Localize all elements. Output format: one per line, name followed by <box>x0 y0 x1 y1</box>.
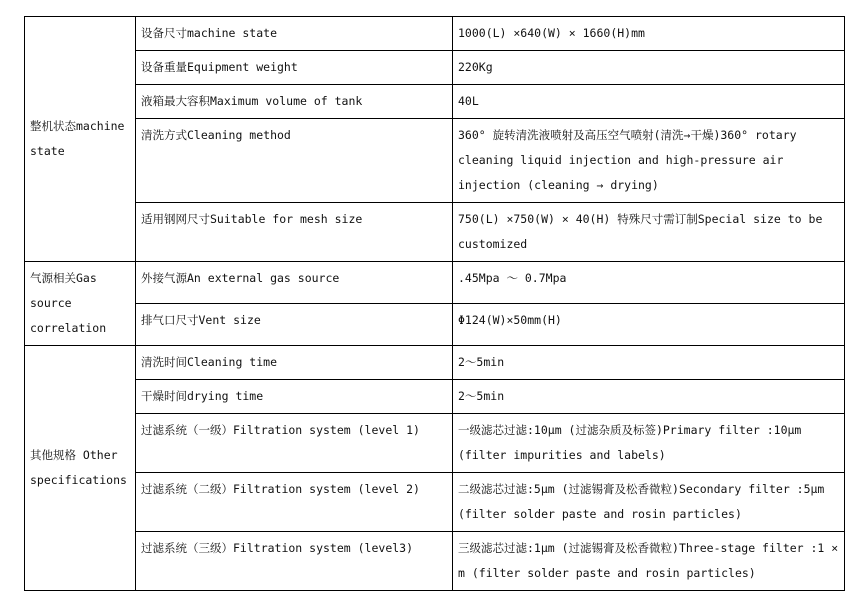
group-cell-other-specs: 其他规格 Other specifications <box>25 346 136 591</box>
spec-value: 40L <box>453 85 845 119</box>
spec-label: 液箱最大容积Maximum volume of tank <box>136 85 453 119</box>
table-row <box>25 17 845 51</box>
spec-value: 1000(L) ×640(W) × 1660(H)mm <box>453 17 845 51</box>
spec-value: 2～5min <box>453 380 845 414</box>
spec-label: 清洗时间Cleaning time <box>136 346 453 380</box>
spec-label: 干燥时间drying time <box>136 380 453 414</box>
spec-value: 750(L) ×750(W) × 40(H) 特殊尺寸需订制Special size to be customized <box>453 203 845 262</box>
group-cell-machine-state: 整机状态machine state <box>25 17 136 262</box>
table-row <box>25 119 845 203</box>
spec-value: 2～5min <box>453 346 845 380</box>
table-row <box>25 51 845 85</box>
spec-label: 排气口尺寸Vent size <box>136 304 453 346</box>
table-row <box>25 532 845 591</box>
spec-label: 设备重量Equipment weight <box>136 51 453 85</box>
spec-value: 220Kg <box>453 51 845 85</box>
spec-value: .45Mpa ～ 0.7Mpa <box>453 262 845 304</box>
spec-label: 过滤系统（三级）Filtration system (level3) <box>136 532 453 591</box>
spec-value: 三级滤芯过滤:1μm (过滤锡膏及松香微粒)Three-stage filter :1 × m (filter solder paste and rosin particles) <box>453 532 845 591</box>
table-row <box>25 346 845 380</box>
spec-label: 清洗方式Cleaning method <box>136 119 453 203</box>
spec-value: 一级滤芯过滤:10μm (过滤杂质及标签)Primary filter :10μm (filter impurities and labels) <box>453 414 845 473</box>
table-row <box>25 414 845 473</box>
spec-label: 过滤系统（二级）Filtration system (level 2) <box>136 473 453 532</box>
spec-label: 设备尺寸machine state <box>136 17 453 51</box>
table-row <box>25 262 845 304</box>
table-row <box>25 304 845 346</box>
spec-label: 适用钢网尺寸Suitable for mesh size <box>136 203 453 262</box>
table-row <box>25 473 845 532</box>
table-row <box>25 85 845 119</box>
spec-value: 360° 旋转清洗液喷射及高压空气喷射(清洗→干燥)360° rotary cleaning liquid injection and high-pressure air injection (cleaning → drying) <box>453 119 845 203</box>
table-row <box>25 203 845 262</box>
spec-label: 过滤系统（一级）Filtration system (level 1) <box>136 414 453 473</box>
spec-value: Φ124(W)×50mm(H) <box>453 304 845 346</box>
spec-value: 二级滤芯过滤:5μm (过滤锡膏及松香微粒)Secondary filter :5μm (filter solder paste and rosin particles) <box>453 473 845 532</box>
spec-table <box>24 16 845 591</box>
spec-label: 外接气源An external gas source <box>136 262 453 304</box>
table-row <box>25 380 845 414</box>
group-cell-gas-source: 气源相关Gas source correlation <box>25 262 136 346</box>
